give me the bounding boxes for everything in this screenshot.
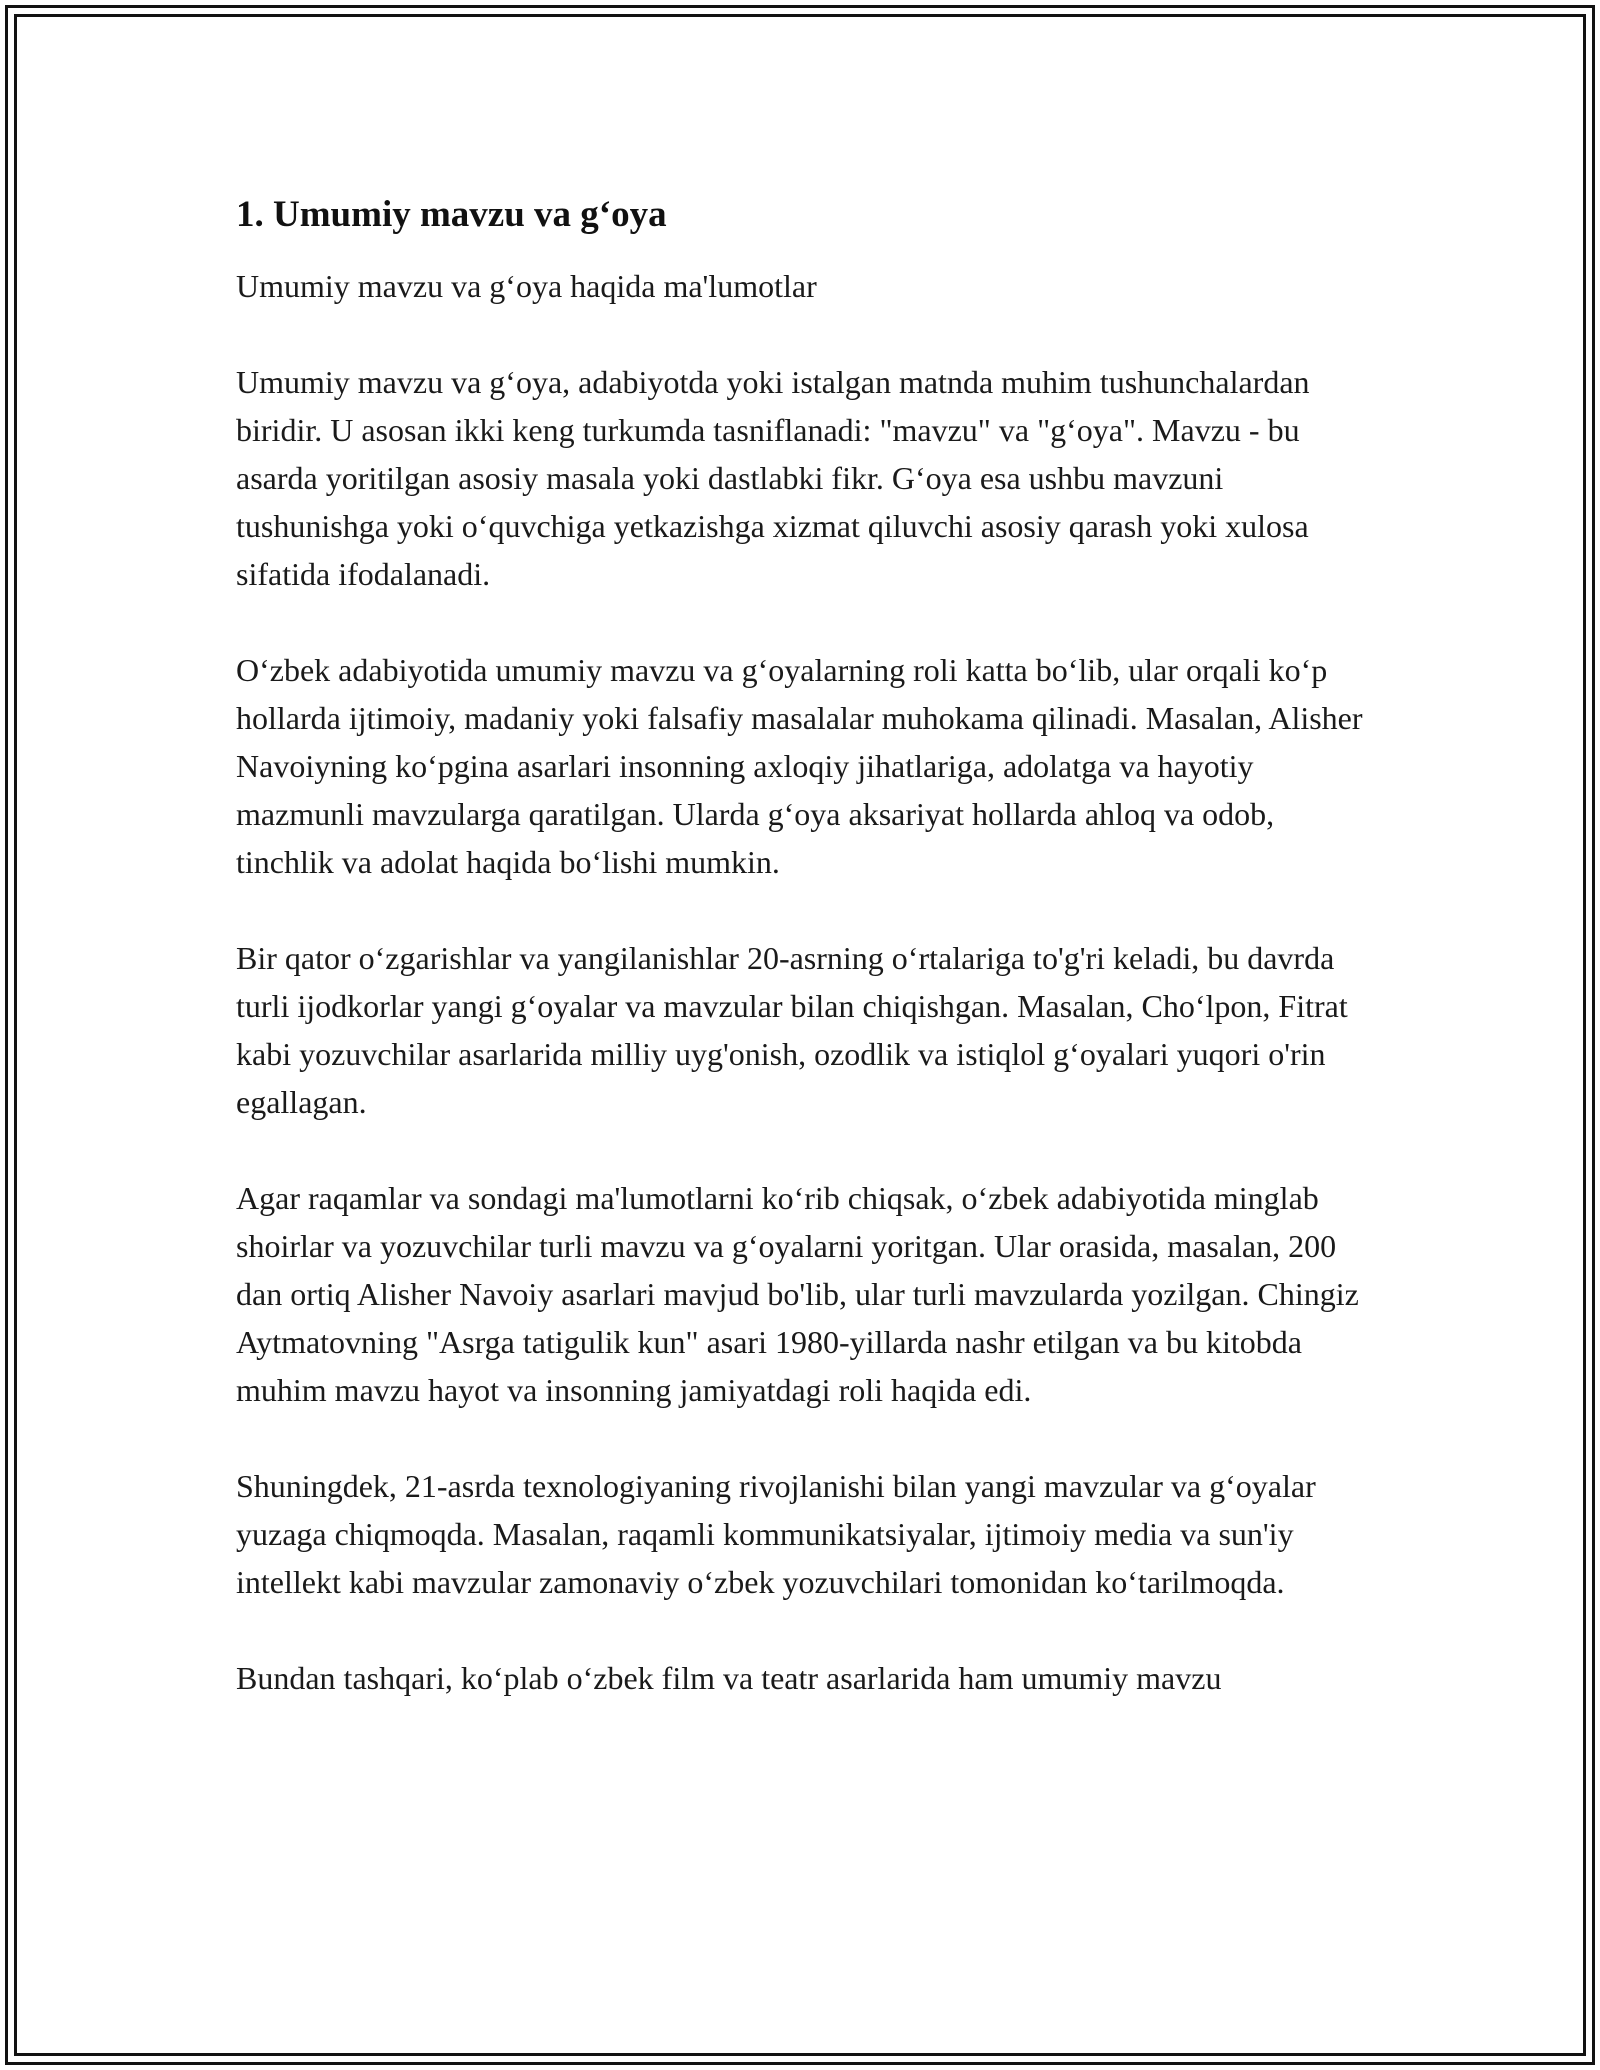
- section-subtitle: Umumiy mavzu va g‘oya haqida ma'lumotlar: [236, 268, 817, 304]
- section-heading: 1. Umumiy mavzu va g‘oya: [236, 194, 667, 235]
- document-body: [236, 188, 1376, 1750]
- paragraph-3: Bir qator o‘zgarishlar va yangilanishlar 20-asrning o‘rtalariga to'g'ri keladi, bu davrda turli ijodkorlar yangi g‘oyalar va mavzular bilan chiqishgan. Masalan, Cho‘lpon, Fitrat kabi yozuvchilar asarlarida milliy uyg'onish, ozodlik va istiqlol g‘oyalari yuqori o'rin egallagan.: [236, 940, 1348, 1120]
- paragraph-2: O‘zbek adabiyotida umumiy mavzu va g‘oyalarning roli katta bo‘lib, ular orqali ko‘p hollarda ijtimoiy, madaniy yoki falsafiy masalalar muhokama qilinadi. Masalan, Alisher Navoiyning ko‘pgina asarlari insonning axloqiy jihatlariga, adolatga va hayotiy mazmunli mavzularga qaratilgan. Ularda g‘oya aksariyat hollarda ahloq va odob, tinchlik va adolat haqida bo‘lishi mumkin.: [236, 652, 1363, 880]
- paragraph-6: Bundan tashqari, ko‘plab o‘zbek film va teatr asarlarida ham umumiy mavzu: [236, 1660, 1222, 1696]
- paragraph-1: Umumiy mavzu va g‘oya, adabiyotda yoki istalgan matnda muhim tushunchalardan biridir. U asosan ikki keng turkumda tasniflanadi: "mavzu" va "g‘oya". Mavzu - bu asarda yoritilgan asosiy masala yoki dastlabki fikr. G‘oya esa ushbu mavzuni tushunishga yoki o‘quvchiga yetkazishga xizmat qiluvchi asosiy qarash yoki xulosa sifatida ifodalanadi.: [236, 364, 1310, 592]
- paragraph-5: Shuningdek, 21-asrda texnologiyaning rivojlanishi bilan yangi mavzular va g‘oyalar yuzaga chiqmoqda. Masalan, raqamli kommunikatsiyalar, ijtimoiy media va sun'iy intellekt kabi mavzular zamonaviy o‘zbek yozuvchilari tomonidan ko‘tarilmoqda.: [236, 1468, 1316, 1600]
- paragraph-4: Agar raqamlar va sondagi ma'lumotlarni ko‘rib chiqsak, o‘zbek adabiyotida minglab shoirlar va yozuvchilar turli mavzu va g‘oyalarni yoritgan. Ular orasida, masalan, 200 dan ortiq Alisher Navoiy asarlari mavjud bo'lib, ular turli mavzularda yozilgan. Chingiz Aytmatovning "Asrga tatigulik kun" asari 1980-yillarda nashr etilgan va bu kitobda muhim mavzu hayot va insonning jamiyatdagi roli haqida edi.: [236, 1180, 1359, 1408]
